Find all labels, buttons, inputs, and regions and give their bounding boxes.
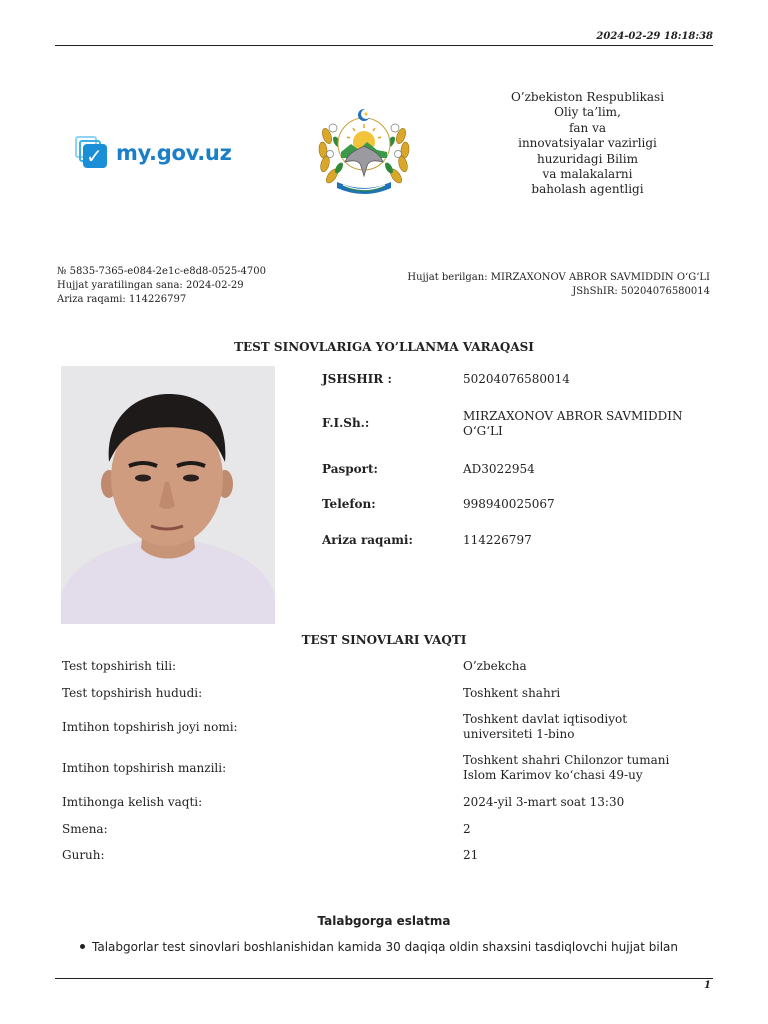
exam-address-value-line: Islom Karimov ko‘chasi 49-uy bbox=[463, 767, 643, 782]
reminder-text: Talabgorlar test sinovlari boshlanishidan kamida 30 daqiqa oldin shaxsini tasdiqlovchi hujjat bilan bbox=[92, 940, 679, 954]
fullname-label: F.I.Sh.: bbox=[322, 416, 370, 430]
fullname-value bbox=[463, 409, 683, 439]
agency-line: baholash agentligi bbox=[531, 182, 644, 197]
state-emblem-icon bbox=[315, 106, 413, 198]
application-label: Ariza raqami: bbox=[322, 533, 413, 547]
exam-address-value bbox=[463, 753, 669, 782]
document-datetime: 2024-02-29 18:18:38 bbox=[596, 31, 713, 42]
applicant-photo bbox=[61, 366, 275, 624]
exam-shift-value: 2 bbox=[463, 822, 471, 836]
application-value: 114226797 bbox=[463, 533, 532, 547]
exam-shift-label: Smena: bbox=[62, 822, 108, 836]
exam-group-value: 21 bbox=[463, 848, 479, 862]
document-created-date: Hujjat yaratilingan sana: 2024-02-29 bbox=[57, 280, 244, 291]
agency-line: fan va bbox=[568, 120, 607, 135]
issued-to-block bbox=[407, 271, 710, 299]
reminder-item bbox=[80, 940, 678, 954]
exam-place-value bbox=[463, 712, 627, 741]
exam-place-value-line: Toshkent davlat iqtisodiyot bbox=[463, 712, 628, 726]
issued-to: Hujjat berilgan: MIRZAXONOV ABROR SAVMIDDIN O‘G‘LI bbox=[407, 272, 710, 283]
exam-place-label: Imtihon topshirish joyi nomi: bbox=[62, 720, 238, 734]
agency-line: huzuridagi Bilim bbox=[537, 151, 638, 166]
passport-label: Pasport: bbox=[322, 462, 378, 476]
exam-arrival-value: 2024-yil 3-mart soat 13:30 bbox=[463, 795, 625, 809]
exam-group-label: Guruh: bbox=[62, 848, 105, 862]
exam-time-title: TEST SINOVLARI VAQTI bbox=[301, 633, 467, 647]
document-number: № 5835-7365-e084-2e1c-e8d8-0525-4700 bbox=[57, 266, 267, 277]
passport-value: AD3022954 bbox=[463, 462, 535, 476]
application-number: Ariza raqami: 114226797 bbox=[57, 294, 187, 305]
exam-address-value-line: Toshkent shahri Chilonzor tumani bbox=[463, 753, 670, 767]
bottom-divider bbox=[55, 978, 713, 979]
agency-line: O’zbekiston Respublikasi bbox=[510, 90, 665, 104]
phone-label: Telefon: bbox=[322, 497, 376, 511]
jshshir-label: JSHSHIR : bbox=[322, 372, 392, 386]
page-number: 1 bbox=[704, 980, 711, 991]
fullname-value-line: O‘G‘LI bbox=[463, 424, 503, 438]
referral-title: TEST SINOVLARIGA YO’LLANMA VARAQASI bbox=[234, 340, 534, 354]
top-divider bbox=[55, 45, 713, 46]
mygov-check-icon: ✓ bbox=[75, 136, 111, 170]
exam-region-value: Toshkent shahri bbox=[463, 686, 561, 700]
phone-value: 998940025067 bbox=[463, 497, 555, 511]
bullet-icon bbox=[80, 944, 85, 949]
exam-language-value: O’zbekcha bbox=[463, 659, 527, 673]
mygov-logo bbox=[75, 136, 232, 170]
agency-line: va malakalarni bbox=[542, 167, 633, 182]
issued-to-jshshir: JShShIR: 50204076580014 bbox=[572, 286, 710, 297]
exam-arrival-label: Imtihonga kelish vaqti: bbox=[62, 795, 203, 809]
exam-language-label: Test topshirish tili: bbox=[62, 659, 177, 673]
exam-address-label: Imtihon topshirish manzili: bbox=[62, 761, 227, 775]
exam-region-label: Test topshirish hududi: bbox=[62, 686, 203, 700]
agency-line: Oliy ta’lim, bbox=[554, 105, 621, 120]
exam-place-value-line: universiteti 1-bino bbox=[463, 726, 575, 741]
agency-name bbox=[480, 90, 695, 198]
mygov-logo-text: my.gov.uz bbox=[116, 141, 232, 165]
fullname-value-line: MIRZAXONOV ABROR SAVMIDDIN bbox=[463, 409, 683, 423]
jshshir-value: 50204076580014 bbox=[463, 372, 570, 386]
reminder-title: Talabgorga eslatma bbox=[317, 914, 451, 928]
document-meta bbox=[57, 265, 266, 307]
agency-line: innovatsiyalar vazirligi bbox=[518, 136, 657, 151]
